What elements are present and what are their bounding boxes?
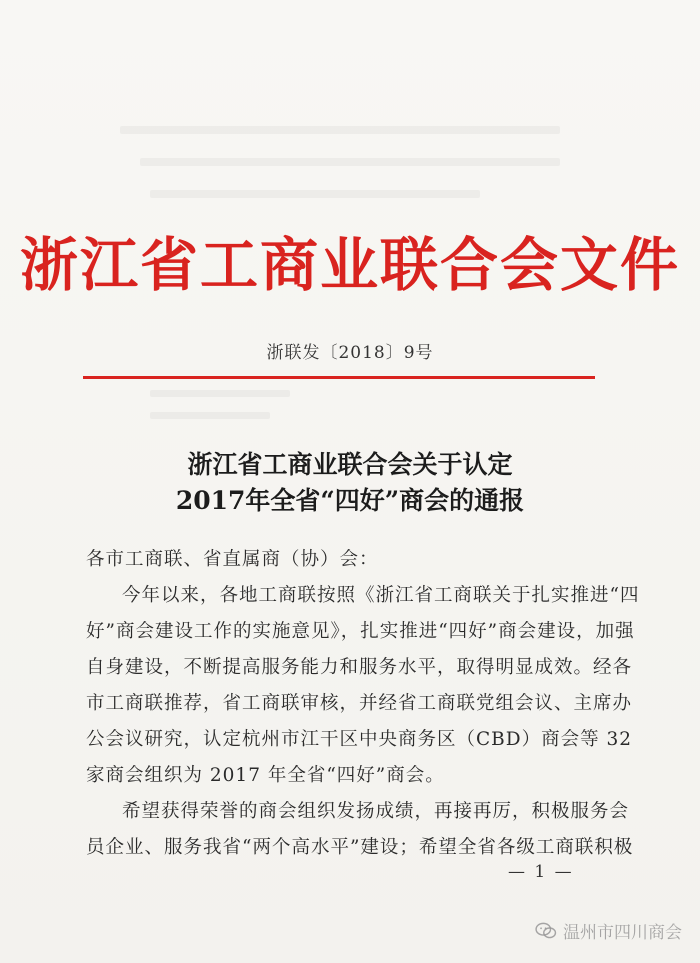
salutation: 各市工商联、省直属商（协）会： <box>86 549 379 570</box>
paragraph-line: 市工商联推荐，省工商联审核，并经省工商联党组会议、主席办 <box>86 693 633 714</box>
notice-title-line-1: 浙江省工商业联合会关于认定 <box>187 450 513 479</box>
agency-title: 浙江省工商业联合会文件 <box>19 231 680 299</box>
paragraph-line: 家商会组织为 2017 年全省“四好”商会。 <box>86 765 445 786</box>
bleed-through-mark <box>150 190 480 198</box>
paragraph-line: 员企业、服务我省“两个高水平”建设；希望全省各级工商联积极 <box>86 837 634 858</box>
paragraph-line: 希望获得荣誉的商会组织发扬成绩，再接再厉，积极服务会 <box>122 801 630 822</box>
watermark-text: 温州市四川商会 <box>563 923 682 943</box>
page-number: — 1 — <box>508 862 574 882</box>
bleed-through-mark <box>120 126 560 134</box>
paragraph-line: 今年以来，各地工商联按照《浙江省工商联关于扎实推进“四 <box>122 585 640 606</box>
bleed-through-mark <box>140 158 560 166</box>
notice-title-line-2: 2017年全省“四好”商会的通报 <box>175 486 525 515</box>
red-divider-line <box>83 376 595 379</box>
bleed-through-mark <box>150 412 270 419</box>
paragraph-line: 自身建设，不断提高服务能力和服务水平，取得明显成效。经各 <box>86 657 633 678</box>
watermark <box>535 918 682 943</box>
paragraph-line: 公会议研究，认定杭州市江干区中央商务区（CBD）商会等 32 <box>86 729 633 750</box>
wechat-icon <box>535 922 557 940</box>
document-number: 浙联发〔2018〕9号 <box>266 343 434 363</box>
paragraph-line: 好”商会建设工作的实施意见》，扎实推进“四好”商会建设，加强 <box>86 621 635 642</box>
bleed-through-mark <box>150 390 290 397</box>
